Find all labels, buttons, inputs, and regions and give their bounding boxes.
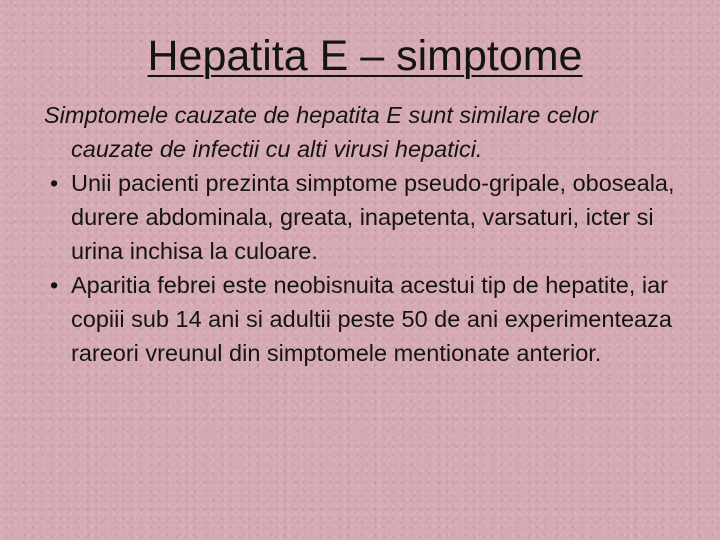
intro-paragraph: Simptomele cauzate de hepatita E sunt similare celor cauzate de infectii cu alti virusi hepatici. — [44, 102, 598, 162]
bullet-text: Aparitia febrei este neobisnuita acestui tip de hepatite, iar copiii sub 14 ani si adultii peste 50 de ani experimenteaza rareori vreunul din simptomele mentionate anterior. — [71, 272, 672, 366]
bullet-icon: • — [50, 272, 59, 298]
bullet-item — [44, 166, 684, 268]
bullet-text: Unii pacienti prezinta simptome pseudo-gripale, oboseala, durere abdominala, greata, inapetenta, varsaturi, icter si urina inchisa la culoare. — [71, 170, 675, 264]
bullet-item — [44, 268, 684, 370]
slide-body — [44, 98, 684, 370]
bullet-icon: • — [50, 170, 59, 196]
slide-title: Hepatita E – simptome — [147, 32, 583, 80]
